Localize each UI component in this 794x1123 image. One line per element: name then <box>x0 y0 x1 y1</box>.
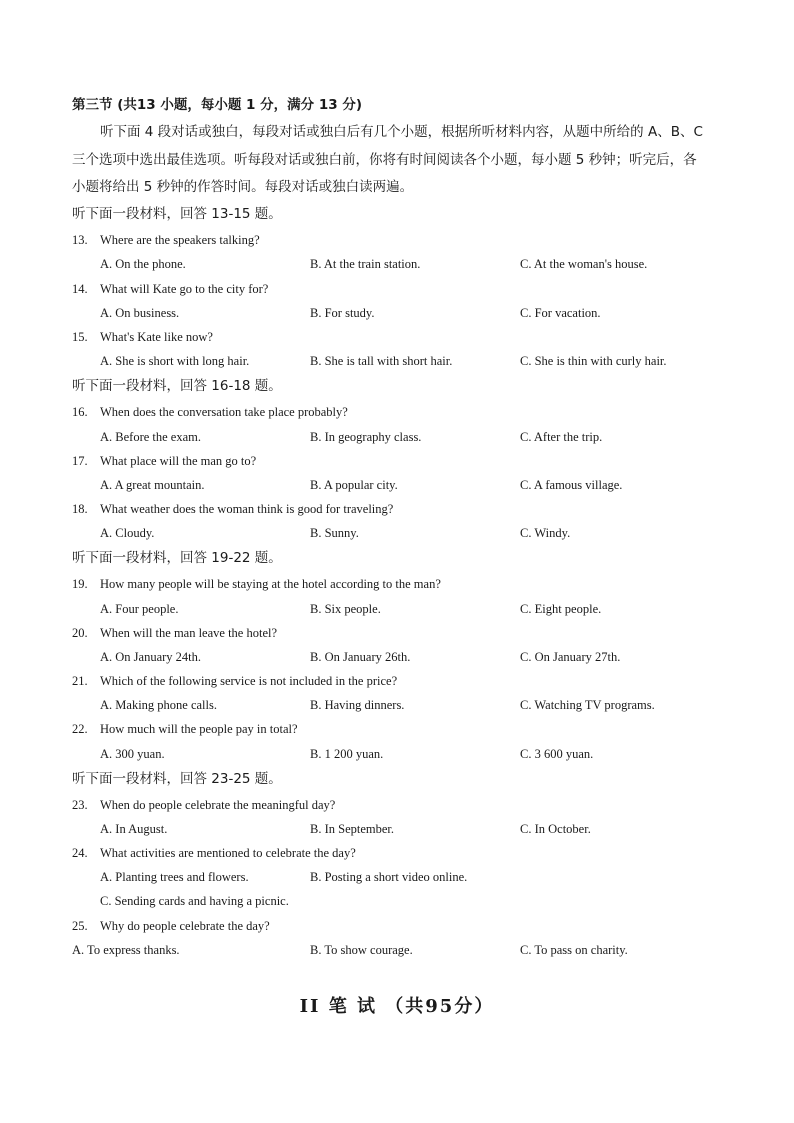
option-c: C. For vacation. <box>520 306 601 320</box>
option-a: A. On the phone. <box>100 257 186 271</box>
option-b: B. For study. <box>310 306 375 320</box>
question-text: Where are the speakers talking? <box>100 233 260 247</box>
question-number: 22. <box>72 722 88 736</box>
option-c: C. Eight people. <box>520 602 602 616</box>
option-a: A. On January 24th. <box>100 650 202 664</box>
option-b: B. Six people. <box>310 602 381 616</box>
option-c: C. Sending cards and having a picnic. <box>100 894 289 908</box>
option-b: B. In geography class. <box>310 430 422 444</box>
question-number: 13. <box>72 233 88 247</box>
option-a: A. On business. <box>100 306 180 320</box>
option-c: C. To pass on charity. <box>520 943 628 957</box>
question-number: 17. <box>72 454 88 468</box>
option-a: A. She is short with long hair. <box>100 354 250 368</box>
option-a: A. Making phone calls. <box>100 698 217 712</box>
question-number: 14. <box>72 282 88 296</box>
instructions-line-3: 小题将给出 5 秒钟的作答时间。每段对话或独白读两遍。 <box>72 179 414 195</box>
option-c: C. At the woman's house. <box>520 257 648 271</box>
option-c: C. She is thin with curly hair. <box>520 354 667 368</box>
option-a: A. Four people. <box>100 602 179 616</box>
option-a: A. 300 yuan. <box>100 747 165 761</box>
question-number: 25. <box>72 919 88 933</box>
question-number: 24. <box>72 846 88 860</box>
question-number: 23. <box>72 798 88 812</box>
option-a: A. Planting trees and flowers. <box>100 870 249 884</box>
option-c: C. In October. <box>520 822 591 836</box>
option-b: B. A popular city. <box>310 478 398 492</box>
option-a: A. Cloudy. <box>100 526 155 540</box>
question-text: What activities are mentioned to celebrate the day? <box>100 846 356 860</box>
option-b: B. 1 200 yuan. <box>310 747 384 761</box>
option-b: B. Posting a short video online. <box>310 870 468 884</box>
option-c: C. Windy. <box>520 526 571 540</box>
question-text: What weather does the woman think is good for traveling? <box>100 502 394 516</box>
option-a: A. A great mountain. <box>100 478 205 492</box>
question-number: 19. <box>72 577 88 591</box>
part2-title: II 笔 试 （共95分） <box>299 996 495 1017</box>
section-heading: 第三节 (共13 小题，每小题 1 分，满分 13 分) <box>72 97 363 113</box>
question-text: When does the conversation take place probably? <box>100 405 348 419</box>
option-a: A. To express thanks. <box>72 943 180 957</box>
group-label: 听下面一段材料，回答 13-15 题。 <box>72 206 282 222</box>
option-c: C. Watching TV programs. <box>520 698 655 712</box>
option-c: C. On January 27th. <box>520 650 621 664</box>
group-label: 听下面一段材料，回答 19-22 题。 <box>72 550 282 566</box>
question-number: 15. <box>72 330 88 344</box>
option-b: B. Having dinners. <box>310 698 405 712</box>
option-a: A. In August. <box>100 822 168 836</box>
group-label: 听下面一段材料，回答 16-18 题。 <box>72 378 282 394</box>
option-b: B. She is tall with short hair. <box>310 354 453 368</box>
question-text: How many people will be staying at the hotel according to the man? <box>100 577 441 591</box>
question-text: How much will the people pay in total? <box>100 722 298 736</box>
question-number: 16. <box>72 405 88 419</box>
question-text: When will the man leave the hotel? <box>100 626 278 640</box>
option-a: A. Before the exam. <box>100 430 202 444</box>
question-number: 20. <box>72 626 88 640</box>
option-c: C. 3 600 yuan. <box>520 747 594 761</box>
question-text: What's Kate like now? <box>100 330 213 344</box>
group-label: 听下面一段材料，回答 23-25 题。 <box>72 771 282 787</box>
question-number: 18. <box>72 502 88 516</box>
option-b: B. On January 26th. <box>310 650 411 664</box>
option-c: C. After the trip. <box>520 430 603 444</box>
question-text: Why do people celebrate the day? <box>100 919 270 933</box>
option-b: B. In September. <box>310 822 395 836</box>
instructions-line-1: 听下面 4 段对话或独白，每段对话或独白后有几个小题，根据所听材料内容，从题中所给的 A、B、C <box>100 124 703 140</box>
question-text: When do people celebrate the meaningful day? <box>100 798 336 812</box>
option-b: B. Sunny. <box>310 526 359 540</box>
option-c: C. A famous village. <box>520 478 623 492</box>
question-number: 21. <box>72 674 88 688</box>
option-b: B. At the train station. <box>310 257 421 271</box>
question-text: What will Kate go to the city for? <box>100 282 269 296</box>
question-text: Which of the following service is not included in the price? <box>100 674 398 688</box>
question-text: What place will the man go to? <box>100 454 257 468</box>
option-b: B. To show courage. <box>310 943 413 957</box>
instructions-line-2: 三个选项中选出最佳选项。听每段对话或独白前，你将有时间阅读各个小题，每小题 5 秒钟；听完后，各 <box>72 152 697 168</box>
